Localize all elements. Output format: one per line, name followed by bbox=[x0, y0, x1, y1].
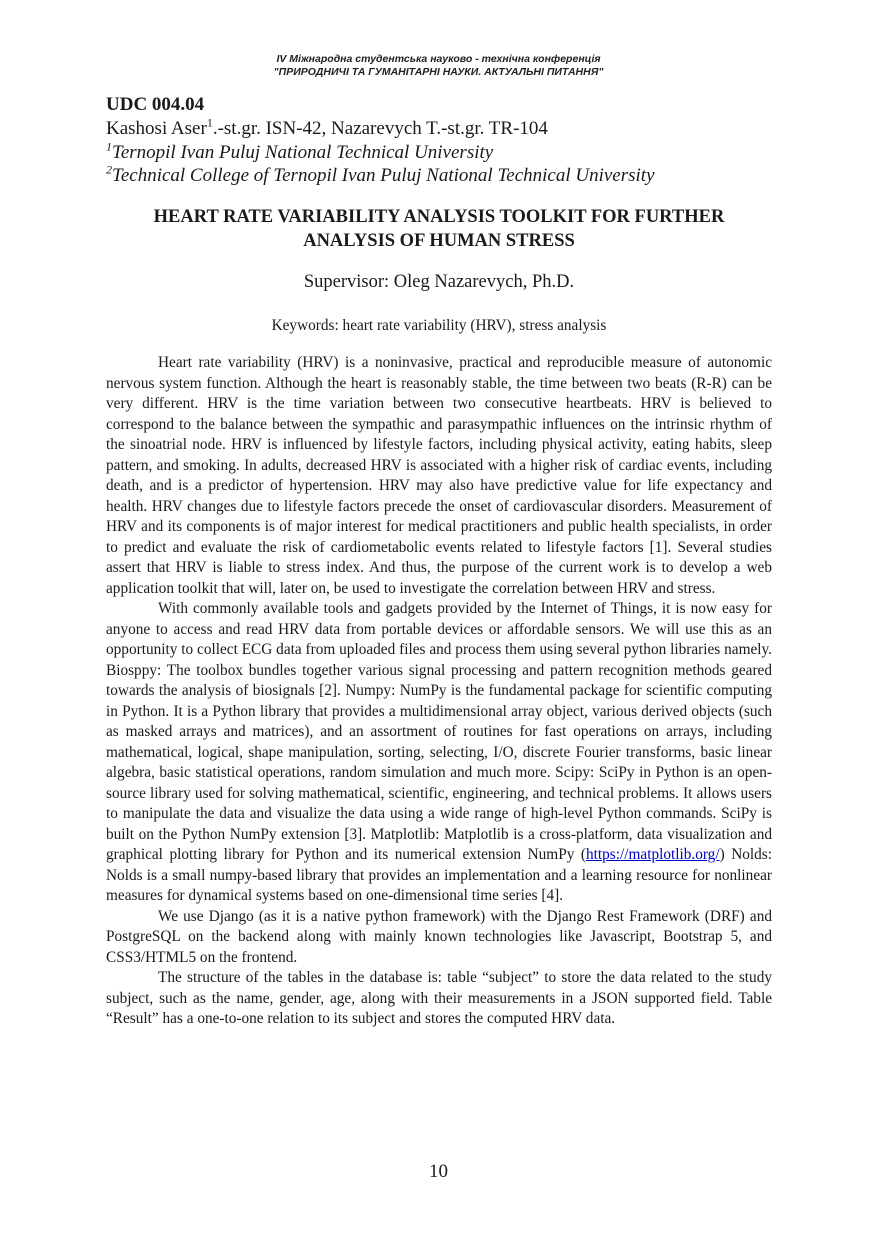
affiliation-1-superscript: 1 bbox=[106, 139, 112, 154]
authors-rest: .-st.gr. ISN-42, Nazarevych T.-st.gr. TR-104 bbox=[212, 118, 548, 139]
paper-title-line2: ANALYSIS OF HUMAN STRESS bbox=[303, 231, 575, 251]
supervisor-line: Supervisor: Oleg Nazarevych, Ph.D. bbox=[303, 272, 575, 292]
paragraph-4: The structure of the tables in the database is: table “subject” to store the data related to the study subject, such as the name, gender, age, along with their measurements in a JSON supported field. Table “Result” has a one-to-one relation to its subject and stores the computed HRV data. bbox=[106, 969, 772, 1027]
conference-header-line2: "ПРИРОДНИЧІ ТА ГУМАНІТАРНІ НАУКИ. АКТУАЛЬНІ ПИТАННЯ" bbox=[273, 66, 604, 78]
page-number: 10 bbox=[429, 1161, 448, 1182]
affiliation-2 bbox=[106, 164, 655, 187]
authors-line bbox=[106, 117, 548, 140]
paragraph-2 bbox=[106, 599, 772, 907]
udc-code: UDC 004.04 bbox=[106, 94, 205, 115]
author1-name: Kashosi Aser bbox=[106, 118, 207, 139]
affiliation-1 bbox=[106, 141, 493, 164]
paragraph-1: Heart rate variability (HRV) is a noninvasive, practical and reproducible measure of autonomic nervous system function. Although the heart is reasonably stable, the time between two beats (R-R) can be very different. HRV is the time variation between two consecutive heartbeats. HRV is believed to correspond to the balance between the sympathic and parasympathic influences on the intrinsic rhythm of the sinoatrial node. HRV is influenced by lifestyle factors, including physical activity, eating habits, sleep pattern, and smoking. In adults, decreased HRV is associated with a higher risk of cardiac events, including death, and is a predictor of hypertension. HRV may also have predictive value for life expectancy and health. HRV changes due to lifestyle factors precede the onset of cardiovascular disorders. Measurement of HRV and its components is of major interest for medical practitioners and public health specialists, in order to predict and evaluate the risk of cardiometabolic events related to lifestyle factors [1]. Several studies assert that HRV is liable to stress index. And thus, the purpose of the current work is to develop a web application toolkit that will, later on, be used to investigate the correlation between HRV and stress. bbox=[106, 354, 772, 597]
conference-header-line1: IV Міжнародна студентська науково - технічна конференція bbox=[276, 53, 601, 65]
paragraph-2-text-a: With commonly available tools and gadgets provided by the Internet of Things, it is now easy for anyone to access and read HRV data from portable devices or affordable sensors. We will use this as an opportunity to collect ECG data from uploaded files and process them using several python libraries namely. Biosppy: The toolbox bundles together various signal processing and pattern recognition methods geared towards the analysis of biosignals [2]. Numpy: NumPy is the fundamental package for scientific computing in Python. It is a Python library that provides a multidimensional array object, various derived objects (such as masked arrays and matrices), and an assortment of routines for fast operations on arrays, including mathematical, logical, shape manipulation, sorting, selecting, I/O, discrete Fourier transforms, basic linear algebra, basic statistical operations, random simulation and much more. Scipy: SciPy in Python is an open-source library used for solving mathematical, scientific, engineering, and technical problems. It allows users to manipulate the data and visualize the data using a wide range of high-level Python commands. SciPy is built on the Python NumPy extension [3]. Matplotlib: Matplotlib is a cross-platform, data visualization and graphical plotting library for Python and its numerical extension NumPy ( bbox=[106, 600, 772, 863]
paper-title-line1: HEART RATE VARIABILITY ANALYSIS TOOLKIT FOR FURTHER bbox=[153, 207, 725, 227]
paragraph-2-text-b: ) Nolds: Nolds is a small numpy-based library that provides an implementation and a learning resource for nonlinear measures for dynamical systems based on one-dimensional time series [4]. bbox=[106, 846, 773, 904]
paper-body bbox=[106, 353, 772, 1030]
paragraph-3: We use Django (as it is a native python framework) with the Django Rest Framework (DRF) and PostgreSQL on the backend along with mainly known technologies like Javascript, Bootstrap 5, and CSS3/HTML5 on the frontend. bbox=[106, 907, 772, 966]
matplotlib-link[interactable]: https://matplotlib.org/ bbox=[586, 846, 720, 863]
affiliation-2-text: Technical College of Ternopil Ivan Puluj National Technical University bbox=[112, 165, 655, 186]
author1-superscript: 1 bbox=[206, 115, 213, 130]
affiliation-2-superscript: 2 bbox=[106, 162, 112, 177]
keywords-line: Keywords: heart rate variability (HRV), stress analysis bbox=[271, 317, 607, 334]
affiliation-1-text: Ternopil Ivan Puluj National Technical University bbox=[112, 142, 494, 163]
